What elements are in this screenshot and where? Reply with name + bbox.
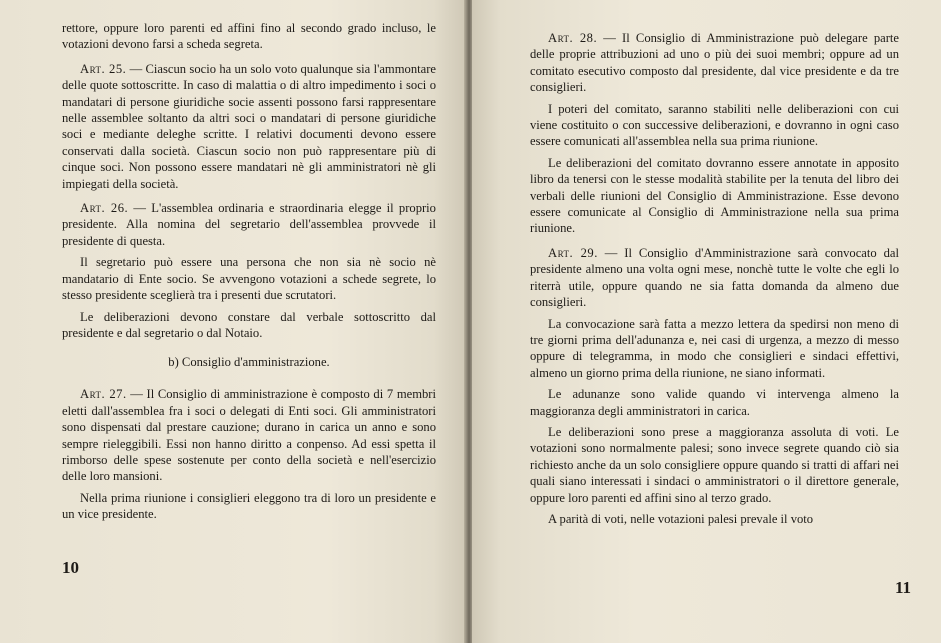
right-paragraphs: [530, 30, 899, 527]
paragraph: Le deliberazioni del comitato dovranno essere annotate in apposito libro da tenersi con le stesse modalità stabilite per la tenuta del libro dei verbali delle riunioni del Consiglio di Amministrazione. Esse devono essere comunicate al Consiglio di Amministrazione nella sua prima riunione.: [530, 155, 899, 236]
paragraph: Nella prima riunione i consiglieri eleggono tra di loro un presidente e un vice presidente.: [62, 490, 436, 522]
section-heading: b) Consiglio d'amministrazione.: [168, 355, 330, 370]
paragraph: Le deliberazioni devono constare dal verbale sottoscritto dal presidente e dal segretario o dal Notaio.: [62, 309, 436, 340]
paragraph: rettore, oppure loro parenti ed affini fino al secondo grado incluso, le votazioni devono farsi a scheda segreta.: [62, 21, 436, 52]
article-label: Art. 28.: [548, 31, 598, 45]
article-28: Art. 28. — Il Consiglio di Amministrazione può delegare parte delle proprie attribuzioni ad uno o più dei suoi membri; oppure ad un comitato esecutivo composto dal presidente, dal vice presidente e da tre consiglieri.: [530, 31, 899, 95]
article-26: Art. 26. — L'assemblea ordinaria e straordinaria elegge il proprio presidente. Alla nomina del segretario dell'assemblea provvede il presidente di questa.: [62, 201, 436, 248]
article-25: Art. 25. — Ciascun socio ha un solo voto qualunque sia l'ammontare delle quote sottoscritte. In caso di malattia o di altro impedimento i soci o mandatari di persone giuridiche socie assenti possono farsi rappresentare nelle assemblee soltanto da altri soci o mandatari di persone giuridiche soci e mediante deleghe scritte. I relativi documenti devono essere conservati dalla società. Ciascun socio non può rappresentare più di cinque soci. Non possono essere mandatari nè gli amministratori nè gli impiegati della società.: [62, 61, 436, 191]
article-29: Art. 29. — Il Consiglio d'Amministrazione sarà convocato dal presidente almeno una volta ogni mese, nonchè tutte le volte che egli lo riterrà utile, oppure quando ne sia fatta domanda da almeno due consiglieri.: [530, 245, 899, 310]
paragraph: Il segretario può essere una persona che non sia nè socio nè mandatario di Ente socio. Se avvengono votazioni a schede segrete, lo stesso presidente sceglierà tra i presenti due scrutatori.: [62, 255, 436, 303]
left-page: [0, 0, 466, 643]
article-label: Art. 25.: [80, 61, 127, 76]
left-paragraphs-after: [62, 386, 436, 522]
article-label: Art. 27.: [80, 387, 127, 402]
page-number: 10: [62, 558, 79, 577]
left-paragraphs: [62, 20, 436, 341]
right-page: [472, 0, 941, 643]
paragraph: Le adunanze sono valide quando vi intervenga almeno la maggioranza degli amministratori in carica.: [530, 387, 899, 418]
paragraph: A parità di voti, nelle votazioni palesi prevale il voto: [548, 511, 814, 526]
article-27: Art. 27. — Il Consiglio di amministrazione è composto di 7 membri eletti dall'assemblea fra i soci o delegati di Enti soci. Gli amministratori sono dispensati dal prestare cauzione; durano in carica un anno e sono sempre rieleggibili. Essi non hanno diritto a conpenso. Ad essi spetta il rimborso delle spese sostenute per conto della società e nell'esercizio delle loro mansioni.: [62, 387, 436, 484]
paragraph: La convocazione sarà fatta a mezzo lettera da spedirsi non meno di tre giorni prima dell'adunanza e, nei casi di urgenza, a mezzo di messo oppure di telegramma, in modo che consiglieri e sindaci effettivi, almeno un giorno prima della riunione, ne siano informati.: [530, 316, 899, 380]
article-label: Art. 26.: [80, 201, 129, 216]
page-number: 11: [894, 578, 911, 597]
paragraph: Le deliberazioni sono prese a maggioranza assoluta di voti. Le votazioni sono normalmente palesi; sono invece segrete quando ciò sia richiesto anche da un solo consigliere oppure quando si tratti di affari nei quali siano interessati i sindaci o amministratori o il direttore generale, oppure loro parenti ed affini sino al terzo grado.: [530, 424, 899, 505]
paragraph: I poteri del comitato, saranno stabiliti nelle deliberazioni con cui viene costituito o con successive deliberazioni, e dovranno in ogni caso essere comunicati all'assemblea nella sua prima riunione.: [530, 101, 899, 149]
article-label: Art. 29.: [548, 245, 598, 260]
